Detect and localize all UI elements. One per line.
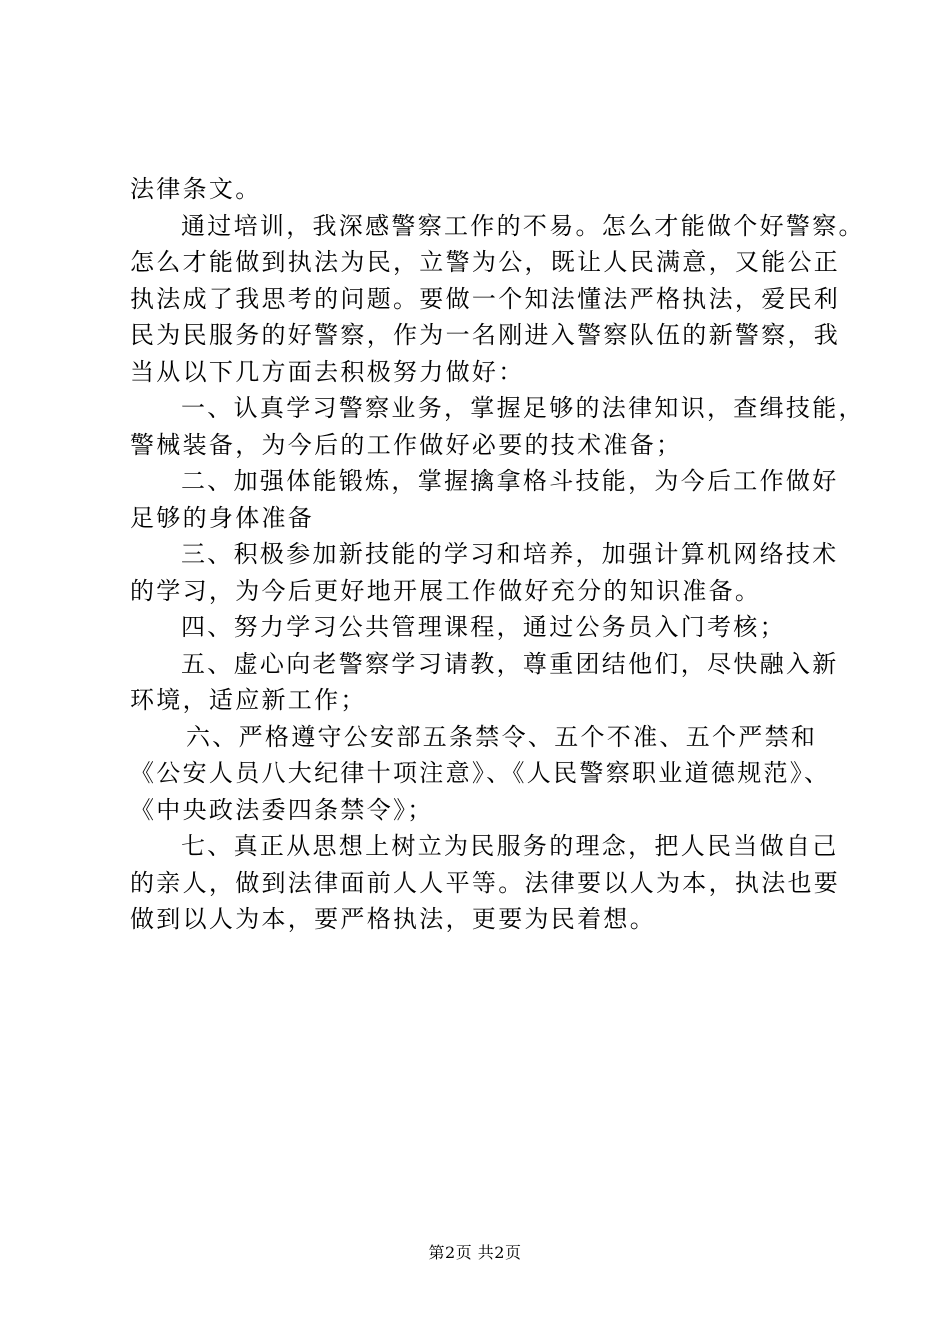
document-body bbox=[130, 171, 865, 938]
paragraph-start-line: 通过培训，我深感警察工作的不易。怎么才能做个好警察。 bbox=[181, 211, 865, 240]
text-line: 当从以下几方面去积极努力做好： bbox=[130, 357, 525, 386]
text-line: 执法成了我思考的问题。要做一个知法懂法严格执法，爱民利 bbox=[130, 284, 841, 313]
text-line: 的亲人，做到法律面前人人平等。法律要以人为本，执法也要 bbox=[130, 868, 841, 897]
text-line: 《中央政法委四条禁令》； bbox=[130, 795, 434, 824]
list-item-6-line: 六、严格遵守公安部五条禁令、五个不准、五个严禁和 bbox=[186, 722, 818, 751]
text-line: 民为民服务的好警察，作为一名刚进入警察队伍的新警察，我 bbox=[130, 321, 841, 349]
list-item-2-line: 二、加强体能锻炼，掌握擒拿格斗技能，为今后工作做好 bbox=[181, 467, 839, 495]
text-line: 法律条文。 bbox=[130, 175, 262, 203]
list-item-5-line: 五、虚心向老警察学习请教，尊重团结他们，尽快融入新 bbox=[181, 649, 839, 678]
list-item-4-line: 四、努力学习公共管理课程，通过公务员入门考核； bbox=[181, 613, 786, 641]
text-line: 警械装备，为今后的工作做好必要的技术准备； bbox=[130, 430, 683, 459]
text-line: 做到以人为本，要严格执法，更要为民着想。 bbox=[130, 905, 656, 933]
page-number-footer: 第2页 共2页 bbox=[428, 1243, 522, 1262]
list-item-1-line: 一、认真学习警察业务，掌握足够的法律知识，查缉技能， bbox=[181, 394, 865, 422]
text-line: 怎么才能做到执法为民，立警为公，既让人民满意，又能公正 bbox=[130, 248, 841, 276]
text-line: 《公安人员八大纪律十项注意》、《人民警察职业道德规范》、 bbox=[130, 759, 831, 787]
text-line: 足够的身体准备 bbox=[130, 503, 315, 532]
text-line: 的学习，为今后更好地开展工作做好充分的知识准备。 bbox=[130, 576, 762, 605]
text-line: 环境，适应新工作； bbox=[130, 686, 367, 714]
list-item-7-line: 七、真正从思想上树立为民服务的理念，把人民当做自己 bbox=[181, 832, 839, 860]
list-item-3-line: 三、积极参加新技能的学习和培养，加强计算机网络技术 bbox=[181, 540, 839, 568]
